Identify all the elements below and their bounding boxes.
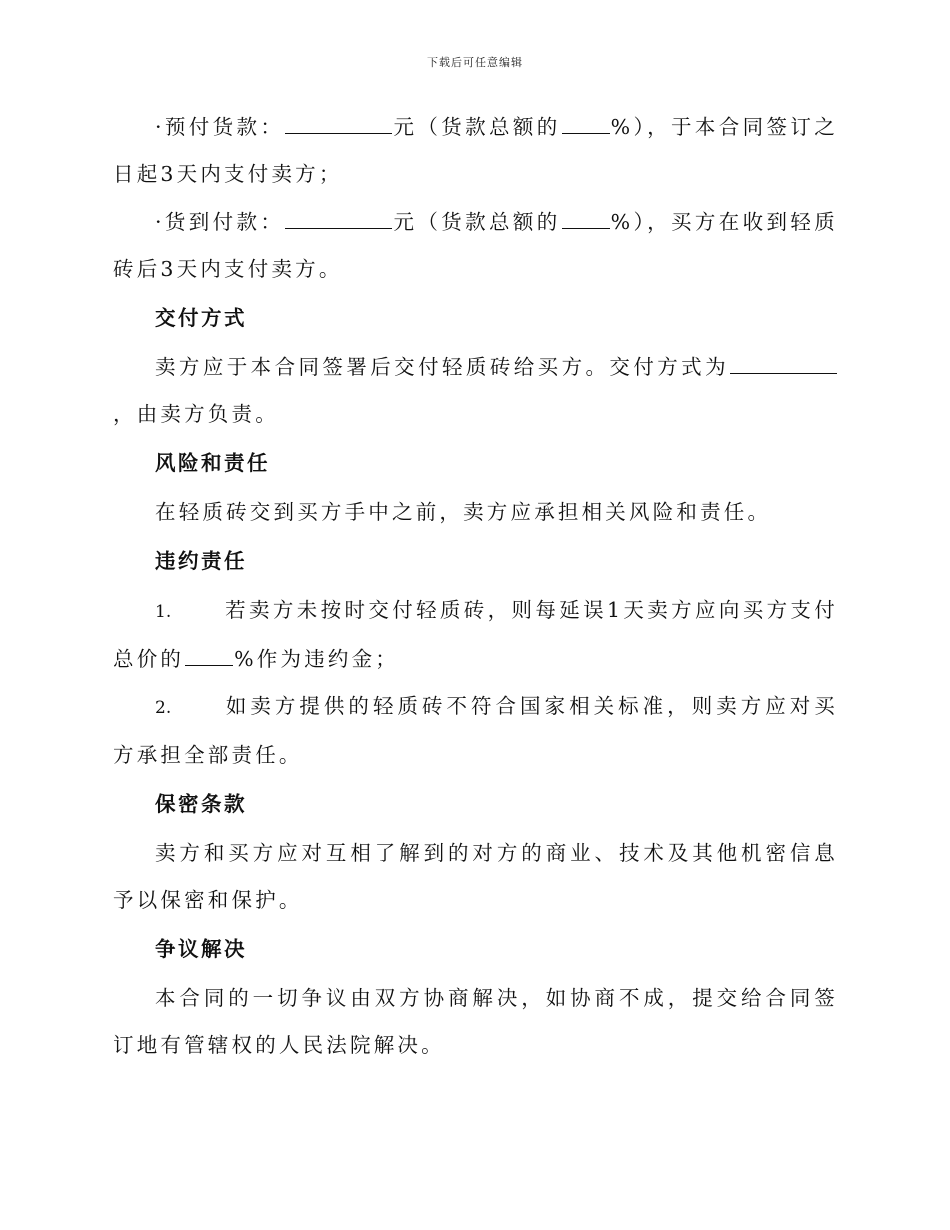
breach-item-2-number: 2.	[155, 698, 172, 718]
prepayment-end-text: %），于本合同签订之日起3天内支付卖方；	[113, 115, 838, 186]
prepayment-clause	[113, 104, 838, 198]
prepayment-mid-text: 元（货款总额的	[393, 115, 561, 139]
breach-item-1-number: 1.	[155, 602, 172, 622]
document-body	[113, 104, 838, 1069]
confidentiality-heading: 保密条款	[155, 792, 247, 816]
page-header: 下载后可任意编辑	[427, 56, 523, 69]
breach-item-1	[113, 587, 838, 683]
breach-item-2-text: 如卖方提供的轻质砖不符合国家相关标准，则卖方应对买方承担全部责任。	[113, 694, 838, 767]
delivery-text-end: ，由卖方负责。	[113, 402, 279, 426]
dispute-text: 本合同的一切争议由双方协商解决，如协商不成，提交给合同签订地有管辖权的人民法院解决。	[113, 986, 838, 1057]
cod-end-text: %），买方在收到轻质砖后3天内支付卖方。	[113, 210, 838, 281]
cod-label: ·货到付款：	[155, 210, 285, 234]
delivery-method-blank	[730, 372, 837, 374]
dispute-heading: 争议解决	[155, 937, 247, 961]
prepayment-label: ·预付货款：	[155, 115, 285, 139]
breach-item-1-text-end: %作为违约金；	[234, 647, 399, 671]
breach-heading: 违约责任	[155, 549, 247, 573]
breach-item-1-text-start: 若卖方未按时交付轻质砖，则每延误1天卖方应向买方支付总价的	[113, 598, 838, 671]
delivery-heading: 交付方式	[155, 306, 247, 330]
delivery-text	[113, 344, 838, 438]
breach-percent-blank	[185, 664, 233, 666]
cod-percent-blank	[562, 227, 610, 229]
breach-item-2	[113, 683, 838, 779]
confidentiality-text: 卖方和买方应对互相了解到的对方的商业、技术及其他机密信息予以保密和保护。	[113, 841, 838, 912]
risk-heading: 风险和责任	[155, 451, 270, 475]
delivery-text-start: 卖方应于本合同签署后交付轻质砖给买方。交付方式为	[155, 355, 729, 379]
prepayment-percent-blank	[562, 132, 610, 134]
risk-text: 在轻质砖交到买方手中之前，卖方应承担相关风险和责任。	[155, 500, 772, 524]
cod-clause	[113, 199, 838, 293]
cod-amount-blank	[285, 227, 392, 229]
prepayment-amount-blank	[285, 132, 392, 134]
cod-mid-text: 元（货款总额的	[393, 210, 561, 234]
